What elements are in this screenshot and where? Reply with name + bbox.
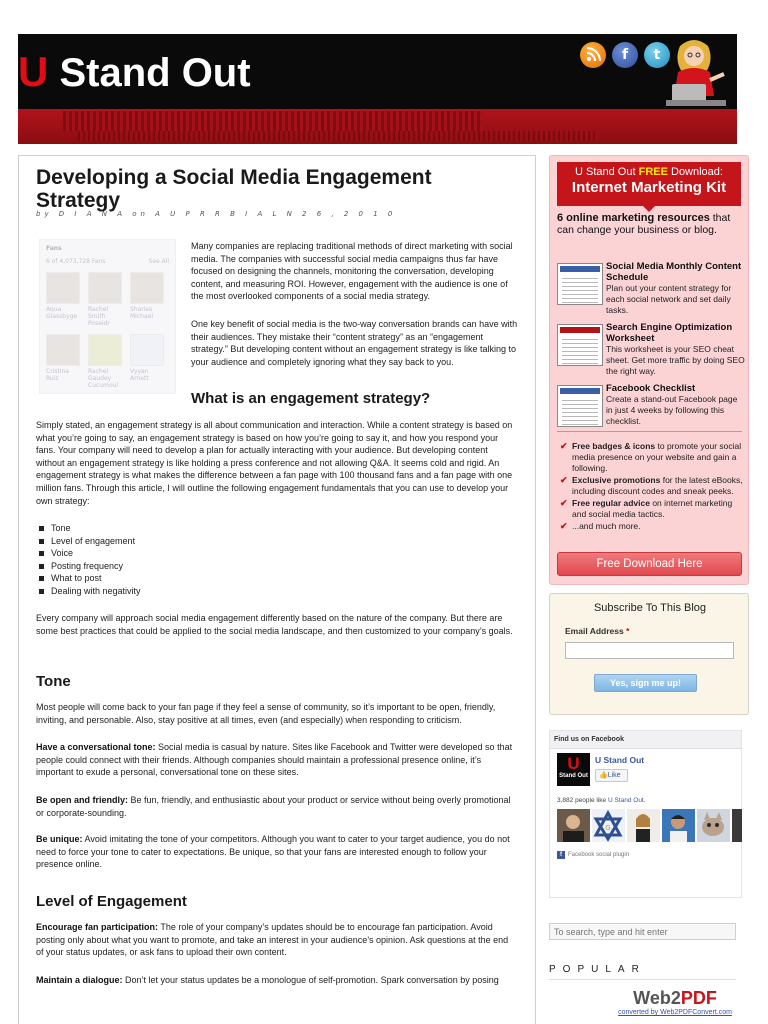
fan-name: Aqua Glassbyge (46, 306, 78, 320)
paragraph-text: Be fun, friendly, and enthusiastic about your product or service without being overly promotional or corporate-sounding. (36, 795, 511, 818)
article-byline: by D I A N A on A U P R R B I A L N 2 6 , 2 0 1 0 (36, 210, 397, 218)
kit-banner-title: Internet Marketing Kit (571, 179, 727, 196)
resource-title: Search Engine Optimization Worksheet (606, 322, 733, 344)
fan-avatar[interactable] (88, 334, 124, 389)
divider (549, 979, 736, 980)
paragraph-text: The role of your company’s updates should be to encourage fan participation. Avoid posting only about what you want to promote, and take an interest in your audience’s opinion. Ask questions at the end of your status updates, or ask fans to upload their own content. (36, 922, 509, 958)
body-paragraph (36, 794, 518, 819)
section-heading: Tone (36, 673, 71, 690)
fan-photo (88, 272, 122, 304)
fan-name: Vyyan Arnett (130, 368, 149, 382)
section-heading: Level of Engagement (36, 893, 187, 910)
likes-count: 3,882 people like U Stand Out. (557, 797, 646, 804)
facebook-page-link[interactable]: U Stand Out (595, 755, 645, 765)
divider (557, 431, 742, 432)
popular-heading: POPULAR (549, 964, 646, 975)
article (18, 155, 536, 1024)
fan-name: Sharles Michael (130, 306, 153, 320)
kit-banner-line1: U Stand Out FREE Download: (575, 166, 723, 178)
perk-item: ✔ Exclusive promotions for the latest eBooks, including discount codes and sneak peeks. (560, 475, 743, 496)
web2pdf-badge[interactable] (600, 988, 750, 1018)
fan-avatar[interactable] (627, 809, 660, 842)
paragraph-text: Avoid imitating the tone of your competitors. Although you want to cater to your target audience, you do not need to force your tone to cater to expectations. Be unique, so that your fans are interested enough to follow your presence online. (36, 834, 510, 870)
twitter-icon[interactable]: t (644, 42, 670, 68)
resource-desc: Plan out your content strategy for each social network and set daily tasks. (606, 283, 732, 315)
thumbs-up-icon: 👍 (599, 772, 608, 779)
body-paragraph: Most people will come back to your fan page if they feel a sense of community, so it’s important to be open, friendly, inviting, and personable. Also, stay positive at all times, even (and especially) when responding to criticism. (36, 702, 496, 725)
free-download-button[interactable]: Free Download Here (557, 552, 742, 576)
checkmark-icon: ✔ (560, 475, 568, 485)
fan-avatar[interactable] (46, 334, 82, 382)
email-input[interactable] (565, 642, 734, 659)
body-paragraph (36, 921, 518, 959)
fan-avatar[interactable] (592, 809, 625, 842)
facebook-icon[interactable]: f (612, 42, 638, 68)
body-paragraph: Every company will approach social media engagement differently based on the nature of the company. But there are some best practices that could be applied to the social media landscape, and then customized to your company’s goals. (36, 613, 513, 636)
list-item: Level of engagement (39, 535, 141, 548)
svg-text:G: G (605, 824, 611, 832)
fan-name: Cristina Ruiz (46, 368, 69, 382)
facebook-box-header: Find us on Facebook (550, 731, 741, 749)
fan-photo (130, 334, 164, 366)
fan-avatar[interactable] (88, 272, 124, 327)
fan-count: 6 of 4,073,728 Fans (46, 258, 106, 265)
checkmark-icon: ✔ (560, 498, 568, 508)
perk-item: ✔ Free regular advice on internet marketing and social media tactics. (560, 498, 733, 519)
web2pdf-logo: Web2PDF (633, 988, 717, 1008)
paragraph-text: Don’t let your status updates be a monologue of self-promotion. Spark conversation by posing (122, 975, 499, 985)
resource-item[interactable] (557, 322, 745, 382)
resource-desc: Create a stand-out Facebook page in just 4 weeks by following this checklist. (606, 394, 738, 426)
kit-banner[interactable] (557, 162, 741, 206)
facebook-fan-box (39, 239, 176, 394)
fan-avatar[interactable] (46, 272, 82, 320)
fan-avatar[interactable] (130, 272, 166, 320)
fan-avatar[interactable] (557, 809, 590, 842)
paragraph-lead: Maintain a dialogue: (36, 975, 123, 985)
sign-up-button[interactable]: Yes, sign me up! (594, 674, 697, 692)
list-item: Dealing with negativity (39, 585, 141, 598)
paragraph-lead: Encourage fan participation: (36, 922, 159, 932)
list-item: What to post (39, 572, 141, 585)
subscribe-box (549, 593, 749, 715)
fan-name: Rachel Smith Poseidr (88, 306, 110, 327)
article-title[interactable]: Developing a Social Media Engagement Strategy (36, 166, 432, 212)
fan-avatar[interactable] (697, 809, 730, 842)
fan-photo (46, 272, 80, 304)
header-band (18, 109, 737, 144)
facebook-icon: f (557, 851, 565, 859)
kit-subtitle: 6 online marketing resources that can change your business or blog. (557, 212, 731, 236)
mascot-illustration (658, 36, 736, 110)
resource-desc: This worksheet is your SEO cheat sheet. Get more traffic by doing SEO the right way. (606, 344, 745, 376)
facebook-plugin-label: f Facebook social plugin (557, 851, 629, 859)
resource-title: Social Media Monthly Content Schedule (606, 261, 742, 283)
fan-box-label: Fans (46, 245, 62, 252)
page-logo[interactable]: U Stand Out (557, 753, 590, 786)
perk-item: ✔ Free badges & icons to promote your social media presence on your website and gain a following. (560, 441, 742, 473)
checkmark-icon: ✔ (560, 441, 568, 451)
perk-item: ✔ ...and much more. (560, 521, 641, 531)
site-logo[interactable]: U Stand Out (18, 48, 251, 95)
fan-photo (130, 272, 164, 304)
body-paragraph (36, 741, 518, 779)
intro-paragraph: Many companies are replacing traditional methods of direct marketing with social media. The companies with successful social media campaigns thus far have focused on designing the channels, monitoring the conversation, developing content, and measuring ROI. However, engagement with the audience is one of the most overlooked components of a social media strategy. (191, 241, 513, 302)
body-paragraph (36, 833, 518, 871)
fan-name: Rachel Gaudey Cucumoul (88, 368, 119, 389)
search-input[interactable] (549, 923, 736, 940)
resource-thumbnail (557, 324, 603, 366)
paragraph-lead: Have a conversational tone: (36, 742, 156, 752)
fan-avatar[interactable] (662, 809, 695, 842)
section-heading: What is an engagement strategy? (191, 390, 431, 407)
resource-item[interactable] (557, 261, 745, 321)
marketing-kit-box (549, 155, 749, 585)
fundamentals-list (39, 522, 141, 597)
list-item: Tone (39, 522, 141, 535)
resource-item[interactable] (557, 383, 745, 443)
paragraph-lead: Be unique: (36, 834, 83, 844)
facebook-like-box (549, 730, 742, 898)
rss-glyph (580, 42, 606, 68)
fan-photo (46, 334, 80, 366)
rss-icon[interactable] (580, 42, 606, 68)
facebook-like-button[interactable]: 👍Like (595, 769, 628, 782)
fan-avatar[interactable] (732, 809, 742, 842)
header-stripes (63, 111, 483, 131)
resource-title: Facebook Checklist (606, 383, 696, 394)
fan-photo (88, 334, 122, 366)
list-item: Voice (39, 547, 141, 560)
site-header (18, 34, 737, 144)
header-stripes-lower (78, 131, 598, 141)
body-paragraph (36, 974, 518, 987)
converted-by-link[interactable]: converted by Web2PDFConvert.com (618, 1009, 732, 1016)
intro-paragraph: One key benefit of social media is the two-way conversation brands can have with their audiences. They mistake their “content strategy” as an “engagement strategy.” But developing content without an engagement strategy is like talking to your audience and completely ignoring what they say back to you. (191, 319, 518, 367)
body-paragraph: Simply stated, an engagement strategy is all about communication and interaction. While a content strategy is based on what you’re going to say, an engagement strategy is based on how you’re going to say it, and how you respond your fans. Your company will need to develop a plan for actually interacting with your audience. But developing content without an engagement strategy is like holding a press conference and not allowing Q&A. It seems cold and rigid. An engagement strategy is what makes the difference between a fan page with 100 thousand fans and a fan page with one million fans. Through this article, I will outline the following engagement fundamentals that you can use to develop your own strategy: (36, 420, 513, 506)
email-label: Email Address * (565, 626, 630, 636)
paragraph-text: Social media is casual by nature. Sites like Facebook and Twitter were developed so that people could connect with their friends. Although companies should maintain a professional presence online, it’s important to exude a personal, conversational tone on these sites. (36, 742, 513, 778)
resource-thumbnail (557, 263, 603, 305)
subscribe-title: Subscribe To This Blog (593, 602, 707, 614)
checkmark-icon: ✔ (560, 521, 568, 531)
list-item: Posting frequency (39, 560, 141, 573)
resource-thumbnail (557, 385, 603, 427)
perks-list (560, 441, 745, 533)
fan-avatar[interactable] (130, 334, 166, 382)
paragraph-lead: Be open and friendly: (36, 795, 129, 805)
see-all-link[interactable]: See All (148, 258, 169, 265)
